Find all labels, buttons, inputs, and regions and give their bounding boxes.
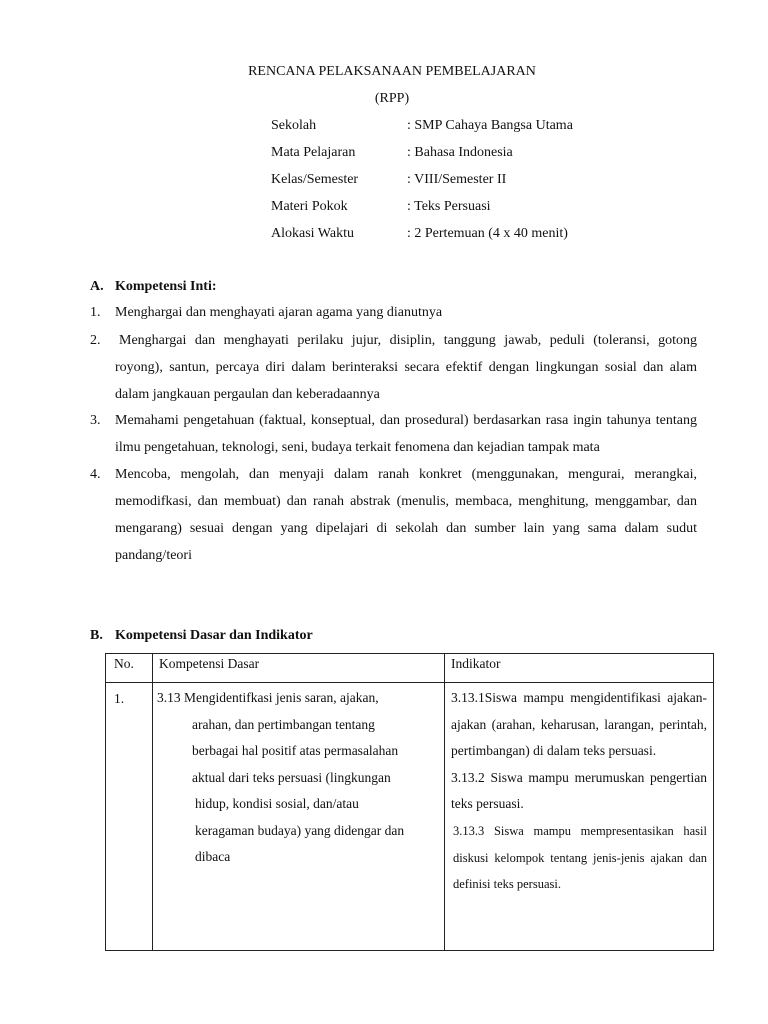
kd-text-line: 3.13 Mengidentifkasi jenis saran, ajakan,	[157, 690, 379, 705]
kd-text-line: aktual dari teks persuasi (lingkungan	[192, 769, 391, 785]
list-number: 1.	[90, 305, 101, 320]
identity-label: Mata Pelajaran	[271, 145, 356, 160]
kd-text-line: berbagai hal positif atas permasalahan	[192, 743, 399, 758]
section-title: Kompetensi Dasar dan Indikator	[115, 628, 313, 643]
identity-label: Alokasi Waktu	[271, 226, 354, 241]
header-indikator: Indikator	[445, 654, 714, 683]
list-item: Menghargai dan menghayati ajaran agama yang dianutnya	[115, 305, 443, 320]
list-number: 2.	[90, 333, 101, 348]
list-item: Mencoba, mengolah, dan menyaji dalam ranah konkret (menggunakan, mengurai, merangkai, memodifkasi, dan membuat) dan ranah abstrak (menulis, membaca, menghitung, menggambar, dan mengarang) sesuai dengan yang dipelajari di sekolah dan sumber lain yang sama dalam sudut pandang/teori	[115, 467, 697, 563]
kd-indikator-table	[105, 653, 714, 951]
section-title: Kompetensi Inti:	[115, 279, 217, 294]
list-number: 4.	[90, 467, 101, 482]
identity-value: : Bahasa Indonesia	[407, 145, 513, 160]
list-item: Memahami pengetahuan (faktual, konseptual, dan prosedural) berdasarkan rasa ingin tahunya tentang ilmu pengetahuan, teknologi, seni, budaya terkait fenomena dan kejadian tampak mata	[115, 413, 697, 455]
identity-label: Kelas/Semester	[271, 172, 359, 187]
kd-text-line: dibaca	[195, 849, 231, 864]
section-b-heading	[90, 628, 313, 644]
document-title: RENCANA PELAKSANAAN PEMBELAJARAN	[248, 64, 536, 79]
identity-value: : SMP Cahaya Bangsa Utama	[407, 118, 573, 133]
identity-value: : VIII/Semester II	[407, 172, 507, 187]
indikator-item: 3.13.1Siswa mampu mengidentifikasi ajakan-ajakan (arahan, keharusan, larangan, perintah, pertimbangan) di dalam teks persuasi.	[451, 690, 707, 759]
table-header-row	[106, 654, 714, 683]
header-kompetensi-dasar: Kompetensi Dasar	[153, 654, 445, 683]
kd-text-line: arahan, dan pertimbangan tentang	[192, 716, 375, 732]
cell-indikator	[445, 683, 714, 951]
identity-label: Materi Pokok	[271, 199, 348, 214]
cell-no: 1.	[106, 683, 153, 951]
indikator-item: 3.13.3 Siswa mampu mempresentasikan hasil diskusi kelompok tentang jenis-jenis ajakan dan definisi teks persuasi.	[453, 823, 707, 892]
section-letter: A.	[90, 279, 104, 294]
list-item: Menghargai dan menghayati perilaku jujur, disiplin, tanggung jawab, peduli (toleransi, gotong royong), santun, percaya diri dalam berinteraksi secara efektif dengan lingkungan sosial dan alam dalam jangkauan pergaulan dan keberadaannya	[115, 333, 697, 402]
list-number: 3.	[90, 413, 101, 428]
identity-label: Sekolah	[271, 118, 317, 133]
kd-text-line: hidup, kondisi sosial, dan/atau	[195, 796, 359, 811]
kd-text-line: keragaman budaya) yang didengar dan	[195, 822, 405, 838]
header-no: No.	[106, 654, 153, 683]
cell-kompetensi-dasar	[153, 683, 445, 951]
section-letter: B.	[90, 628, 103, 643]
identity-value: : 2 Pertemuan (4 x 40 menit)	[407, 226, 568, 241]
indikator-item: 3.13.2 Siswa mampu merumuskan pengertian teks persuasi.	[451, 769, 707, 812]
section-a-heading	[90, 279, 217, 295]
identity-value: : Teks Persuasi	[407, 199, 491, 214]
document-subtitle: (RPP)	[374, 91, 410, 106]
table-row	[106, 683, 714, 951]
